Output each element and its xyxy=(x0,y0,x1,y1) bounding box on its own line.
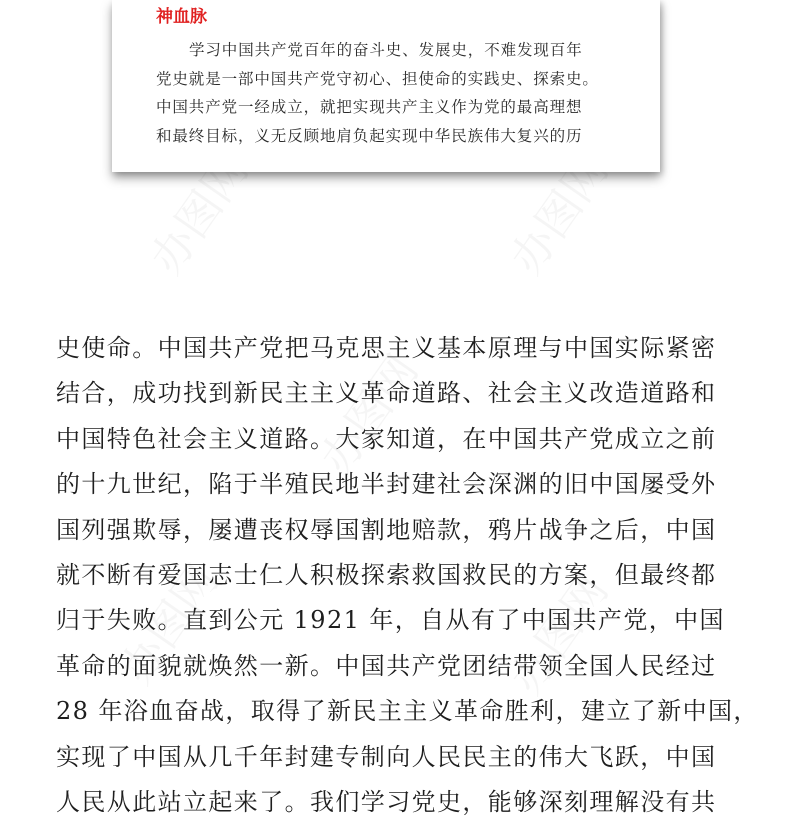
watermark: 办图网 xyxy=(310,345,429,484)
excerpt-card-title: 神血脉 xyxy=(156,7,207,27)
main-paragraph xyxy=(56,326,759,825)
paragraph-line: 中国特色社会主义道路。大家知道，在中国共产党成立之前 xyxy=(56,424,717,453)
paragraph-line: 归于失败。直到公元 1921 年，自从有了中国共产党，中国 xyxy=(56,606,725,635)
paragraph-line: 革命的面貌就焕然一新。中国共产党团结带领全国人民经过 xyxy=(56,651,717,680)
paragraph-line: 的十九世纪，陷于半殖民地半封建社会深渊的旧中国屡受外 xyxy=(56,470,717,499)
paragraph-line: 实现了中国从几千年封建专制向人民民主的伟大飞跃，中国 xyxy=(56,742,717,771)
watermark: 办图网 xyxy=(110,555,229,694)
watermark: 办图网 xyxy=(140,145,259,284)
excerpt-line: 党史就是一部中国共产党守初心、担使命的实践史、探索史。 xyxy=(156,69,599,88)
excerpt-line: 和最终目标，义无反顾地肩负起实现中华民族伟大复兴的历 xyxy=(156,126,583,145)
excerpt-line: 学习中国共产党百年的奋斗史、发展史，不难发现百年 xyxy=(189,41,583,59)
watermark: 办图网 xyxy=(500,145,619,284)
paragraph-line: 结合，成功找到新民主主义革命道路、社会主义改造道路和 xyxy=(56,379,717,408)
paragraph-line: 人民从此站立起来了。我们学习党史，能够深刻理解没有共 xyxy=(56,788,717,817)
watermark: 办图网 xyxy=(500,565,619,704)
excerpt-card-body xyxy=(156,36,656,150)
excerpt-line: 中国共产党一经成立，就把实现共产主义作为党的最高理想 xyxy=(156,98,583,116)
excerpt-card xyxy=(112,0,660,172)
paragraph-line: 28 年浴血奋战，取得了新民主主义革命胜利，建立了新中国， xyxy=(56,697,759,726)
paragraph-line: 史使命。中国共产党把马克思主义基本原理与中国实际紧密 xyxy=(56,334,717,362)
paragraph-line: 就不断有爱国志士仁人积极探索救国救民的方案，但最终都 xyxy=(56,561,717,590)
paragraph-line: 国列强欺辱，屡遭丧权辱国割地赔款，鸦片战争之后，中国 xyxy=(56,515,717,544)
